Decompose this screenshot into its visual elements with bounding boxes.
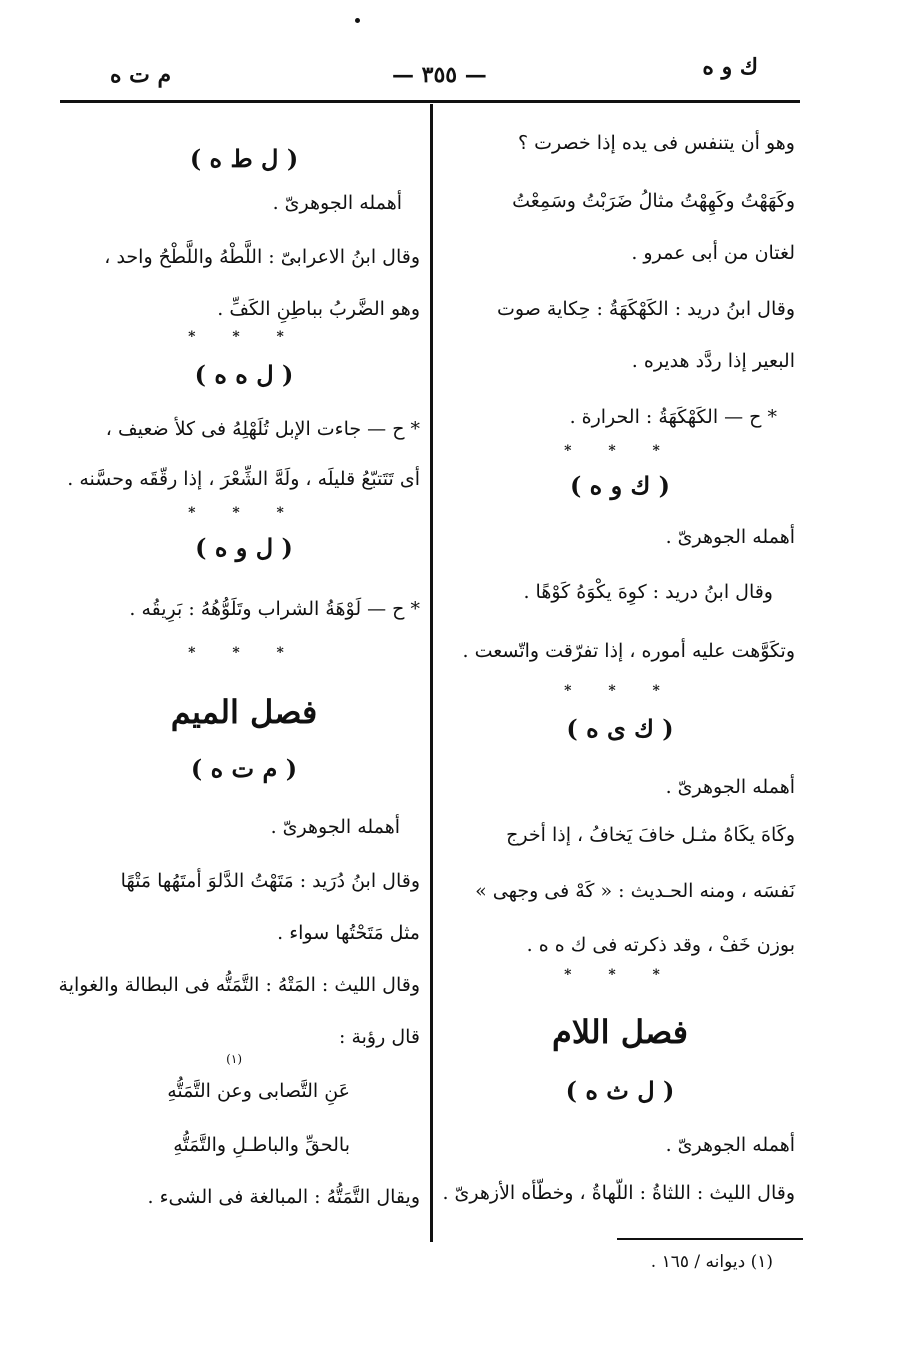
text-line: وتكَوَّهت عليه أموره ، إذا تفرّقت واتّسعت .: [462, 640, 795, 662]
text-line: لغتان من أبى عمرو .: [631, 242, 795, 264]
footnote: (١) ديوانه / ١٦٥ .: [650, 1252, 773, 1272]
text-line: أهمله الجوهرىّ .: [665, 776, 795, 798]
text-line: وقال ابنُ دريد : كوِهَ يكْوَهُ كَوْهًا .: [523, 581, 773, 603]
text-line: ويقال التَّمَتُّهُ : المبالغة فى الشىء .: [147, 1186, 420, 1208]
text-line: وكَهَهْتُ وكَهِهْتُ مثالُ ضَرَبْتُ وسَمِعْتُ: [512, 190, 795, 212]
text-line: أهمله الجوهرىّ .: [665, 1134, 795, 1156]
section-separator: * * *: [564, 683, 676, 699]
text-line: أهمله الجوهرىّ .: [270, 816, 400, 838]
text-line: نَفسَه ، ومنه الحـديث : « كَهْ فى وجهى »: [475, 880, 795, 902]
text-line: وقال ابنُ دُرَيد : مَتَهْتُ الدَّلوَ أمتَهُها مَتْهًا: [120, 870, 420, 892]
verse-line: بالحقِّ والباطـلِ والتَّمَتُّهِ: [173, 1134, 350, 1156]
entry-heading: ( ك ى ه ): [566, 714, 674, 743]
text-line: البعير إذا ردَّد هديره .: [631, 350, 795, 372]
footnote-rule: [617, 1238, 803, 1240]
running-head-left: م ت ه: [110, 62, 172, 88]
header-rule: [60, 100, 800, 103]
text-line: وقال الليث : اللثاةُ : اللّهاةُ ، وخطّأه الأزهرىّ .: [442, 1182, 795, 1204]
entry-heading: ( ل ه ه ): [194, 360, 294, 389]
text-line: وهو أن يتنفس فى يده إذا خصرت ؟: [518, 132, 795, 154]
section-separator: * * *: [564, 443, 676, 459]
page-number: — ٣٥٥ —: [392, 62, 487, 88]
footnote-marker: (١): [226, 1052, 242, 1066]
section-separator: * * *: [188, 329, 300, 345]
running-head-right: ك و ه: [702, 54, 758, 80]
text-line: أى تَتَتبّعُ قليلَه ، ولَهَّ الشِّعْرَ ، إذا رقّقَه وحسَّنه .: [67, 468, 420, 490]
text-line: بوزن خَفْ ، وقد ذكرته فى ك ه ه .: [526, 934, 795, 956]
text-line: أهمله الجوهرىّ .: [665, 526, 795, 548]
entry-heading: ( ل و ه ): [195, 533, 293, 562]
text-line: وكَاهَ يكَاهُ مثـل خافَ يَخافُ ، إذا أخرج: [506, 824, 795, 846]
text-line: مثل مَتَحْتُها سواء .: [277, 922, 420, 944]
text-line: وقال ابنُ دريد : الكَهْكَهَةُ : حِكاية صوت: [497, 298, 795, 320]
text-line: قال رؤبة :: [339, 1026, 420, 1048]
section-separator: * * *: [188, 645, 300, 661]
entry-heading: ( م ت ه ): [190, 754, 298, 783]
text-line: وهو الضَّربُ بباطِنِ الكَفِّ .: [217, 298, 420, 320]
section-separator: * * *: [188, 505, 300, 521]
chapter-title: فصل اللام: [552, 1013, 688, 1051]
text-line: أهمله الجوهرىّ .: [272, 192, 402, 214]
text-line: * ح — لَوْهَةُ الشراب وتَلَوُّهُهُ : بَرِيقُه .: [129, 598, 420, 620]
column-divider: [430, 104, 433, 1242]
text-line: وقال ابنُ الاعرابىّ : اللَّطْهُ واللَّطْحُ واحد ،: [104, 246, 420, 268]
text-line: * ح — الكَهْكَهَةُ : الحرارة .: [569, 406, 777, 428]
entry-heading: ( ل ث ه ): [565, 1076, 675, 1105]
verse-line: عَنِ التَّصابى وعن التَّمَتُّهِ: [167, 1080, 350, 1102]
text-line: وقال الليث : المَتْهُ : التَّمَتُّه فى البطالة والغواية: [58, 974, 420, 996]
ink-mark: [355, 18, 360, 23]
entry-heading: ( ك و ه ): [569, 471, 671, 500]
entry-heading: ( ل ط ه ): [189, 144, 299, 173]
chapter-title: فصل الميم: [170, 693, 318, 731]
text-line: * ح — جاءت الإبل تُلَهْلِهُ فى كلأ ضعيف ،: [105, 418, 420, 440]
section-separator: * * *: [564, 967, 676, 983]
